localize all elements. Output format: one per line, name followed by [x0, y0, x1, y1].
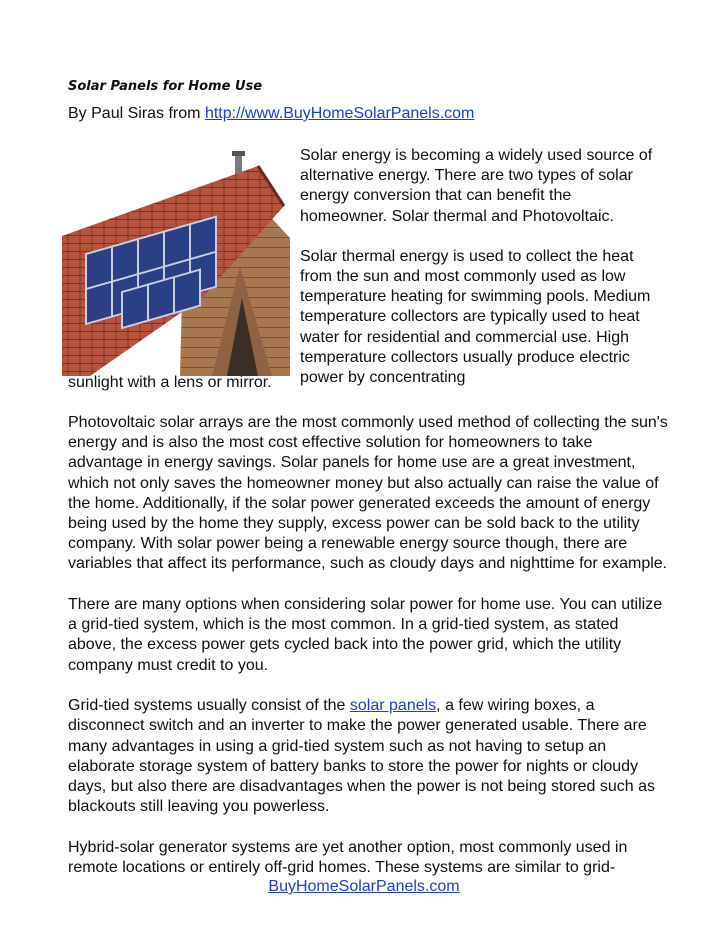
byline-link[interactable]: http://www.BuyHomeSolarPanels.com [204, 105, 475, 122]
byline-text: By Paul Siras from [68, 105, 205, 122]
paragraph-solar-thermal: Solar thermal energy is used to collect the heat from the sun and most commonly used as low temperature heating for swimming pools. Medium temperature collectors are typically used to heat water for residential and commercial use. High temperature collectors usually produce electric power by concentrating [300, 247, 651, 387]
grid-text-before: Grid-tied systems usually consist of the [68, 697, 350, 715]
document-title: Solar Panels for Home Use [68, 79, 263, 94]
paragraph-options: There are many options when considering solar power for home use. You can utilize a grid-tied system, which is the most common. In a grid-tied system, as stated above, the excess power gets cycled back into the power grid, which the utility company must credit to you. [68, 596, 663, 674]
byline [68, 104, 474, 124]
paragraph-solar-energy: Solar energy is becoming a widely used source of alternative energy. There are two types of solar energy conversion that can benefit the homeowner. Solar thermal and Photovoltaic. [300, 147, 653, 225]
wrapped-text-column [300, 146, 660, 388]
paragraph-solar-thermal-tail: sunlight with a lens or mirror. [68, 374, 272, 391]
house-solar-photo [62, 148, 290, 376]
footer-link[interactable]: BuyHomeSolarPanels.com [268, 878, 460, 895]
paragraph-hybrid: Hybrid-solar generator systems are yet another option, most commonly used in remote locations or entirely off-grid homes. These systems are similar to grid- [68, 838, 628, 877]
paragraph-grid-tied [68, 696, 668, 817]
body-text [68, 413, 668, 878]
grid-text-after: , a few wiring boxes, a disconnect switch and an inverter to make the power generated usable. There are many advantages in using a grid-tied system such as not having to setup an elaborate storage system of battery banks to store the power for nights or cloudy days, but also there are disadvantages when the power is not being stored such as blackouts still leaving you powerless. [68, 697, 656, 816]
paragraph-photovoltaic: Photovoltaic solar arrays are the most commonly used method of collecting the sun's energy and is also the most cost effective solution for homeowners to take advantage in energy savings. Solar panels for home use are a great investment, which not only saves the homeowner money but also actually can raise the value of the home. Additionally, if the solar power generated exceeds the amount of energy being used by the home they supply, excess power can be sold back to the utility company. With solar power being a renewable energy source though, there are variables that affect its performance, such as cloudy days and nighttime for example. [68, 414, 668, 573]
document-page [68, 0, 668, 942]
solar-panels-link[interactable]: solar panels [349, 697, 437, 715]
